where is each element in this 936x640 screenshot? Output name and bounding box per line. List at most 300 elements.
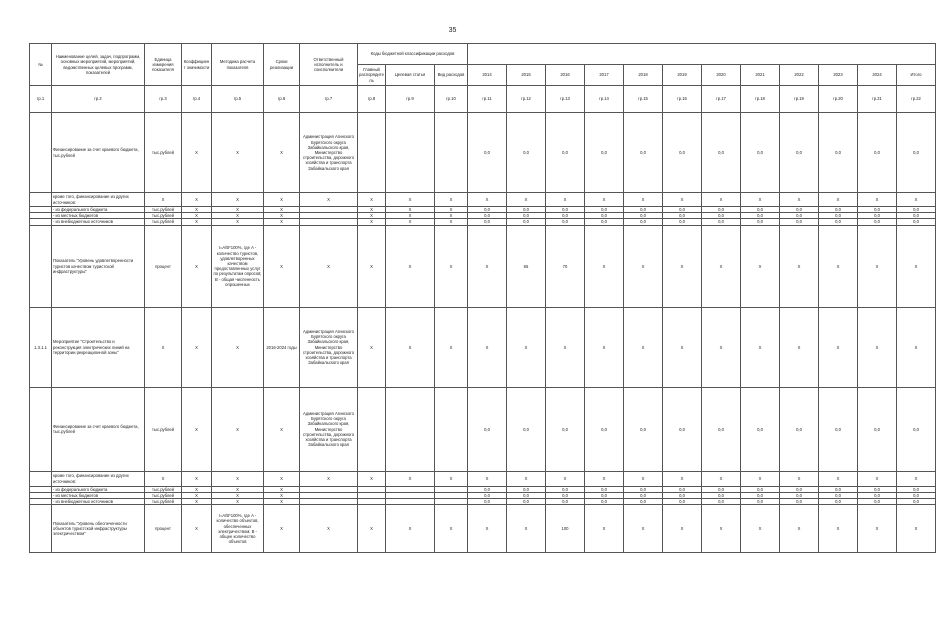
column-number: гр.10 [435,86,468,113]
row-code-type: X [435,193,468,207]
row-code-target [386,113,435,193]
row-unit: процент [145,505,182,553]
table-row [30,225,936,307]
row-year-value: 0,0 [858,113,897,193]
row-year-value: X [507,505,546,553]
row-year-value: 0,0 [780,492,819,498]
row-executor: Администрация Агинского Бурятского округа Забайкальского края, Министерство строительства, дорожного хозяйства и транспорта Забайкальского края [300,307,358,387]
row-year-value: X [624,193,663,207]
row-year-value: 0,0 [585,113,624,193]
row-year-value: 0,0 [468,207,507,213]
row-coef: X [182,499,212,505]
row-name: - из местных бюджетов [52,492,145,498]
row-code-target: X [386,193,435,207]
row-unit: X [145,307,182,387]
row-method: X [212,499,264,505]
row-year-value: X [819,471,858,486]
header-year: 2019 [663,65,702,86]
row-year-value: 0,0 [702,213,741,219]
row-year-value: 0,0 [780,213,819,219]
row-coef: X [182,225,212,307]
row-terms: X [264,225,300,307]
row-year-value: X [585,225,624,307]
row-coef: X [182,486,212,492]
row-terms: X [264,193,300,207]
row-year-value: 0,0 [624,387,663,471]
row-method: I=A/B*100%, где A - количество объектов, обеспеченных электричеством; B - общее количество объектов [212,505,264,553]
row-year-value: 0,0 [819,492,858,498]
column-number: гр.12 [507,86,546,113]
row-year-value: 0,0 [624,113,663,193]
row-year-value: 0,0 [468,486,507,492]
row-code-target: X [386,307,435,387]
header-method: Методика расчета показателя [212,44,264,86]
row-code-target: X [386,225,435,307]
row-unit: X [145,193,182,207]
row-code-type: X [435,219,468,225]
row-year-value: 0,0 [546,499,585,505]
row-year-value: 0,0 [741,207,780,213]
row-coef: X [182,219,212,225]
row-name: - из местных бюджетов [52,213,145,219]
row-year-value: X [702,505,741,553]
row-code-target: X [386,213,435,219]
column-number: гр.3 [145,86,182,113]
row-method: X [212,471,264,486]
table-row [30,193,936,207]
column-number: гр.19 [780,86,819,113]
row-year-value: 0,0 [741,113,780,193]
row-terms: 2016-2024 годы [264,307,300,387]
row-unit: тыс.рублей [145,219,182,225]
row-year-value: 100 [546,505,585,553]
row-year-value: 0,0 [819,219,858,225]
row-year-value: 0,0 [780,486,819,492]
row-code-type: X [435,307,468,387]
row-year-value: 0,0 [624,499,663,505]
row-number [30,505,52,553]
header-year: 2017 [585,65,624,86]
header-num: № [30,44,52,86]
row-year-value: 0,0 [702,207,741,213]
column-number: гр.13 [546,86,585,113]
table-row [30,113,936,193]
row-year-value: 0,0 [585,492,624,498]
row-year-value: X [858,225,897,307]
row-executor: X [300,505,358,553]
row-method: X [212,219,264,225]
row-year-value: 0,0 [702,113,741,193]
row-year-value: X [858,307,897,387]
row-year-value: 0,0 [897,113,936,193]
row-code-type: X [435,225,468,307]
row-year-value: 0,0 [780,499,819,505]
column-number: гр.4 [182,86,212,113]
row-year-value: X [585,505,624,553]
row-year-value: X [780,193,819,207]
row-year-value: X [546,193,585,207]
row-year-value: 0,0 [663,387,702,471]
row-year-value: 0,0 [858,499,897,505]
row-year-value: 0,0 [897,207,936,213]
table-row [30,471,936,486]
row-number [30,193,52,207]
row-year-value: 0,0 [663,486,702,492]
row-year-value: 0,0 [546,113,585,193]
row-name: Показатель "Уровень удовлетворенности туристов качеством туристской инфраструктуры" [52,225,145,307]
row-code-main: X [358,213,386,219]
row-year-value: 0,0 [468,213,507,219]
row-method: X [212,193,264,207]
row-year-value: X [897,505,936,553]
header-year: 2016 [546,65,585,86]
row-terms: X [264,219,300,225]
row-year-value: 0,0 [702,492,741,498]
row-code-target: X [386,471,435,486]
row-year-value: X [546,307,585,387]
row-year-value: 0,0 [741,387,780,471]
row-year-value: 0,0 [507,219,546,225]
row-year-value: 0,0 [819,486,858,492]
row-code-target: X [386,207,435,213]
row-year-value: 0,0 [507,387,546,471]
table-row [30,307,936,387]
row-year-value: 0,0 [858,387,897,471]
row-year-value: 0,0 [507,492,546,498]
row-coef: X [182,471,212,486]
row-terms: X [264,213,300,219]
row-year-value: 0,0 [780,219,819,225]
row-year-value: X [702,307,741,387]
row-name: кроме того, финансирование из других источников: [52,193,145,207]
row-year-value: X [624,505,663,553]
row-year-value: 0,0 [897,219,936,225]
row-year-value: 0,0 [585,207,624,213]
row-year-value: X [585,471,624,486]
row-terms: X [264,471,300,486]
row-year-value: 0,0 [546,207,585,213]
row-year-value: 0,0 [819,499,858,505]
header-name: Наименование целей, задач, подпрограмм, основных мероприятий, мероприятий, ведомственных целевых программ, показателей [52,44,145,86]
column-number: гр.20 [819,86,858,113]
header-code-target: Целевая статья [386,65,435,86]
row-method: X [212,113,264,193]
column-number: гр.15 [624,86,663,113]
row-year-value: X [858,471,897,486]
row-terms: X [264,113,300,193]
row-code-type [435,387,468,471]
row-year-value: 70 [546,225,585,307]
row-year-value: X [468,471,507,486]
header-year: 2022 [780,65,819,86]
row-terms: X [264,486,300,492]
row-year-value: 0,0 [468,113,507,193]
row-name: - из федерального бюджета [52,486,145,492]
row-unit: тыс.рублей [145,486,182,492]
row-method: X [212,213,264,219]
row-method: X [212,486,264,492]
row-year-value: 0,0 [546,486,585,492]
row-unit: тыс.рублей [145,113,182,193]
row-year-value: 0,0 [780,113,819,193]
row-name: Мероприятие "Строительство и реконструкция электрических линий на территории рекреационной зоны" [52,307,145,387]
header-year: 2020 [702,65,741,86]
program-table [29,43,936,553]
row-year-value: 0,0 [585,486,624,492]
row-year-value: 0,0 [897,213,936,219]
row-year-value: X [897,225,936,307]
row-year-value: 0,0 [741,499,780,505]
row-code-main: X [358,505,386,553]
row-year-value: 0,0 [546,219,585,225]
row-year-value: 0,0 [468,387,507,471]
row-year-value: X [741,193,780,207]
row-number [30,225,52,307]
row-year-value: X [897,193,936,207]
row-unit: тыс.рублей [145,499,182,505]
row-code-type [435,113,468,193]
row-code-main: X [358,193,386,207]
row-coef: X [182,505,212,553]
row-name: - из внебюджетных источников [52,219,145,225]
header-year: 2014 [468,65,507,86]
header-codes: Коды бюджетной классификации расходов [358,44,468,65]
row-year-value: 0,0 [624,219,663,225]
column-number: гр.17 [702,86,741,113]
row-year-value: 0,0 [819,113,858,193]
row-year-value: 0,0 [819,387,858,471]
row-year-value: 0,0 [741,486,780,492]
row-year-value: 0,0 [663,492,702,498]
header-unit: Единица измерения показателя [145,44,182,86]
row-year-value: X [468,193,507,207]
row-year-value: X [741,471,780,486]
row-year-value: 0,0 [702,387,741,471]
row-unit: тыс.рублей [145,207,182,213]
row-code-target [386,387,435,471]
row-year-value: 0,0 [585,213,624,219]
row-year-value: X [546,471,585,486]
row-year-value: 0,0 [663,499,702,505]
row-code-main: X [358,225,386,307]
row-year-value: X [819,307,858,387]
row-code-type: X [435,207,468,213]
row-year-value: 0,0 [507,499,546,505]
column-number: гр.22 [897,86,936,113]
row-year-value: 0,0 [702,219,741,225]
column-number: гр.7 [300,86,358,113]
row-year-value: 0,0 [897,492,936,498]
row-unit: тыс.рублей [145,387,182,471]
row-executor: X [300,225,358,307]
row-year-value: 0,0 [663,219,702,225]
row-name: Финансирование за счет краевого бюджета, тыс.рублей [52,113,145,193]
column-number: гр.5 [212,86,264,113]
row-year-value: 0,0 [702,499,741,505]
row-name: Финансирование за счет краевого бюджета, тыс.рублей [52,387,145,471]
row-year-value: 0,0 [624,207,663,213]
row-method: X [212,492,264,498]
row-year-value: 0,0 [663,207,702,213]
row-year-value: X [468,225,507,307]
row-year-value: X [624,225,663,307]
row-year-value: 0,0 [858,219,897,225]
row-year-value: 0,0 [624,213,663,219]
row-year-value: X [663,225,702,307]
row-year-value: X [663,307,702,387]
row-number [30,113,52,193]
table-row [30,505,936,553]
row-year-value: X [780,225,819,307]
header-code-main: Главный распорядитель [358,65,386,86]
row-code-type: X [435,213,468,219]
column-number: гр.1 [30,86,52,113]
row-code-target: X [386,219,435,225]
row-number: 1.3.1.1 [30,307,52,387]
row-year-value: X [663,505,702,553]
row-terms: X [264,492,300,498]
row-year-value: 0,0 [780,387,819,471]
row-year-value: X [624,307,663,387]
row-year-value: 0,0 [585,499,624,505]
row-code-target: X [386,505,435,553]
row-year-value: 0,0 [468,492,507,498]
row-year-value: 0,0 [546,492,585,498]
row-year-value: X [468,505,507,553]
row-year-value: X [819,505,858,553]
header-year: 2021 [741,65,780,86]
row-year-value: 0,0 [468,499,507,505]
row-terms: X [264,499,300,505]
row-year-value: X [780,307,819,387]
row-terms: X [264,505,300,553]
row-unit: тыс.рублей [145,213,182,219]
row-executor: Администрация Агинского Бурятского округа Забайкальского края, Министерство строительства, дорожного хозяйства и транспорта Забайкальского края [300,113,358,193]
header-terms: Сроки реализации [264,44,300,86]
row-method: X [212,387,264,471]
row-method: X [212,207,264,213]
row-code-main [358,113,386,193]
row-coef: X [182,113,212,193]
row-year-value: 0,0 [702,486,741,492]
row-executor: Администрация Агинского Бурятского округа Забайкальского края, Министерство строительства, дорожного хозяйства и транспорта Забайкальского края [300,387,358,471]
row-year-value: X [897,307,936,387]
row-year-value: X [780,505,819,553]
row-name: - из федерального бюджета [52,207,145,213]
column-number: гр.14 [585,86,624,113]
row-year-value: 0,0 [897,387,936,471]
row-method: X [212,307,264,387]
row-year-value: X [897,471,936,486]
row-year-value: 0,0 [624,486,663,492]
row-executor: X [300,193,358,207]
row-year-value: X [585,193,624,207]
row-year-value: 0,0 [468,219,507,225]
row-year-value: X [468,307,507,387]
row-year-value: 0,0 [858,492,897,498]
row-year-value: 0,0 [585,219,624,225]
row-number [30,471,52,486]
row-unit: X [145,471,182,486]
row-year-value: 0,0 [858,207,897,213]
row-year-value: X [741,225,780,307]
row-year-value: X [858,505,897,553]
header-years-top [468,44,936,65]
row-executor: X [300,471,358,486]
column-number: гр.9 [386,86,435,113]
row-coef: X [182,387,212,471]
row-year-value: 0,0 [546,387,585,471]
row-year-value: 0,0 [663,113,702,193]
row-year-value: X [780,471,819,486]
table-row [30,387,936,471]
header-code-type: Вид расходов [435,65,468,86]
row-code-main: X [358,207,386,213]
row-year-value: 0,0 [741,219,780,225]
row-year-value: X [663,471,702,486]
row-method: I=A/B*100%, где A - количество туристов, удовлетворенных качеством предоставленных услуг по результатам опросов; B - общая численность опрошенных [212,225,264,307]
row-unit: процент [145,225,182,307]
row-year-value: 0,0 [780,207,819,213]
row-year-value: X [819,193,858,207]
row-year-value: 0,0 [546,213,585,219]
row-year-value: 0,0 [585,387,624,471]
header-coef: Коэффициент значимости [182,44,212,86]
row-year-value: 0,0 [819,207,858,213]
column-number: гр.6 [264,86,300,113]
row-year-value: X [702,471,741,486]
row-year-value: X [702,193,741,207]
row-terms: X [264,207,300,213]
row-year-value: X [858,193,897,207]
column-number: гр.11 [468,86,507,113]
column-number: гр.8 [358,86,386,113]
row-coef: X [182,307,212,387]
row-year-value: 0,0 [897,486,936,492]
column-number: гр.21 [858,86,897,113]
row-year-value: 0,0 [507,486,546,492]
row-year-value: X [819,225,858,307]
header-year: 2024 [858,65,897,86]
row-year-value: X [702,225,741,307]
row-name: кроме того, финансирование из других источников: [52,471,145,486]
header-year: 2015 [507,65,546,86]
row-code-main: X [358,307,386,387]
row-year-value: 0,0 [819,213,858,219]
row-year-value: 0,0 [858,213,897,219]
row-year-value: 0,0 [897,499,936,505]
header-year: 2018 [624,65,663,86]
row-coef: X [182,492,212,498]
row-unit: тыс.рублей [145,492,182,498]
row-number [30,387,52,471]
row-code-type: X [435,505,468,553]
column-number: гр.18 [741,86,780,113]
row-code-main: X [358,471,386,486]
row-year-value: 0,0 [507,213,546,219]
row-year-value: X [663,193,702,207]
row-year-value: 0,0 [624,492,663,498]
row-year-value: 0,0 [741,492,780,498]
row-code-main: X [358,219,386,225]
row-year-value: X [507,193,546,207]
row-year-value: X [624,471,663,486]
row-name: Показатель "Уровень обеспеченности объектов туристской инфраструктуры электричеством" [52,505,145,553]
header-year: 2023 [819,65,858,86]
row-coef: X [182,213,212,219]
row-year-value: 65 [507,225,546,307]
row-coef: X [182,207,212,213]
